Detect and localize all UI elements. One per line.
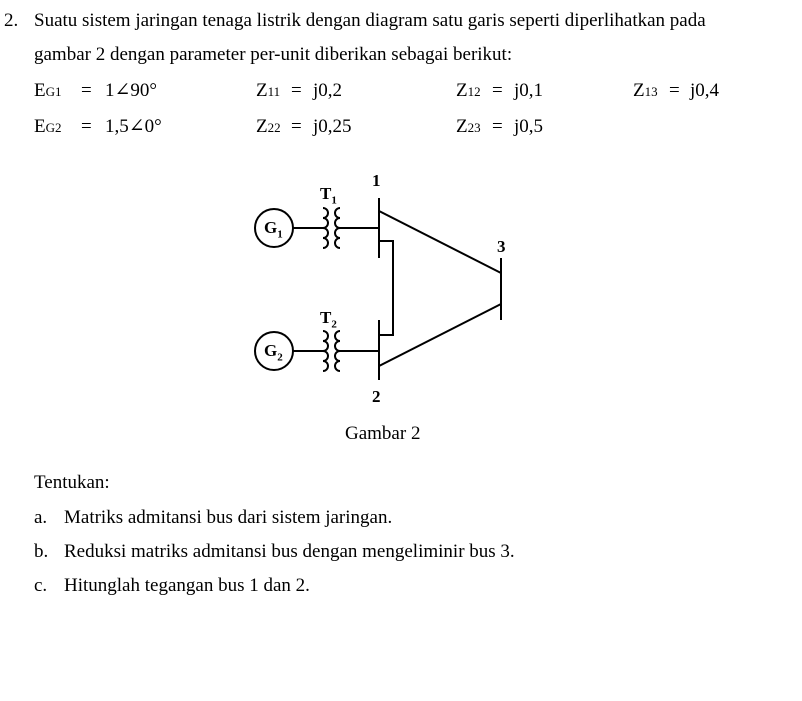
param-z11-sub: 11 — [267, 84, 281, 99]
transformer-1-secondary-coil — [335, 208, 340, 248]
generator-2-label-sub: 2 — [277, 351, 283, 364]
param-eg1-value: 1∠90° — [105, 80, 158, 101]
param-z23-value: j0,5 — [514, 116, 544, 137]
problem-number: 2. — [4, 10, 19, 31]
question-c-letter: c. — [34, 575, 48, 596]
param-eg1-sub: G1 — [45, 84, 62, 99]
question-a-text: Matriks admitansi bus dari sistem jaringan. — [64, 507, 393, 528]
param-eg1-equals: = — [81, 80, 92, 101]
param-z11-symbol: Z — [256, 80, 268, 101]
generator-1-label-main: G — [264, 218, 278, 237]
transformer-2-label-main: T — [320, 308, 332, 327]
question-b-text: Reduksi matriks admitansi bus dengan mengeliminir bus 3. — [64, 541, 515, 562]
param-z12-sub: 12 — [467, 84, 481, 99]
transformer-1-label-sub: 1 — [331, 194, 337, 207]
param-z13-value: j0,4 — [690, 80, 720, 101]
transformer-2-primary-coil — [323, 331, 328, 371]
transformer-2-label-sub: 2 — [331, 318, 337, 331]
param-z23-sub: 23 — [467, 120, 481, 135]
param-z22-equals: = — [291, 116, 302, 137]
bus-3-label: 3 — [497, 237, 506, 256]
generator-2-label-main: G — [264, 341, 278, 360]
generator-1-label-sub: 1 — [277, 228, 283, 241]
line-1-3 — [379, 211, 501, 273]
param-z13-symbol: Z — [633, 80, 645, 101]
question-a-letter: a. — [34, 507, 48, 528]
param-z22-value: j0,25 — [313, 116, 352, 137]
param-z22-symbol: Z — [256, 116, 268, 137]
param-z12-value: j0,1 — [514, 80, 544, 101]
param-z13-sub: 13 — [644, 84, 658, 99]
question-b-letter: b. — [34, 541, 49, 562]
generator-1-label — [264, 219, 283, 240]
transformer-1-label-main: T — [320, 184, 332, 203]
questions-heading: Tentukan: — [34, 472, 110, 493]
line-2-3 — [379, 304, 501, 366]
problem-intro-line-2: gambar 2 dengan parameter per-unit diberikan sebagai berikut: — [34, 44, 513, 65]
param-z11-value: j0,2 — [313, 80, 343, 101]
param-eg2-value: 1,5∠0° — [105, 116, 162, 137]
param-z22-sub: 22 — [267, 120, 281, 135]
param-z23-symbol: Z — [456, 116, 468, 137]
param-z11-equals: = — [291, 80, 302, 101]
param-z12-symbol: Z — [456, 80, 468, 101]
param-z12-equals: = — [492, 80, 503, 101]
line-1-2 — [379, 241, 393, 335]
transformer-2-label — [320, 309, 337, 330]
param-eg2-symbol: E — [34, 116, 46, 137]
param-z13-equals: = — [669, 80, 680, 101]
bus-2-label: 2 — [372, 387, 381, 406]
param-z23-equals: = — [492, 116, 503, 137]
transformer-1-primary-coil — [323, 208, 328, 248]
param-eg2-sub: G2 — [45, 120, 62, 135]
bus-1-label: 1 — [372, 171, 381, 190]
param-eg2-equals: = — [81, 116, 92, 137]
param-eg1-symbol: E — [34, 80, 46, 101]
generator-2-label — [264, 342, 283, 363]
question-c-text: Hitunglah tegangan bus 1 dan 2. — [64, 575, 310, 596]
figure-caption: Gambar 2 — [345, 423, 421, 444]
transformer-1-label — [320, 185, 337, 206]
transformer-2-secondary-coil — [335, 331, 340, 371]
problem-intro-line-1: Suatu sistem jaringan tenaga listrik dengan diagram satu garis seperti diperlihatkan pada — [34, 10, 706, 31]
